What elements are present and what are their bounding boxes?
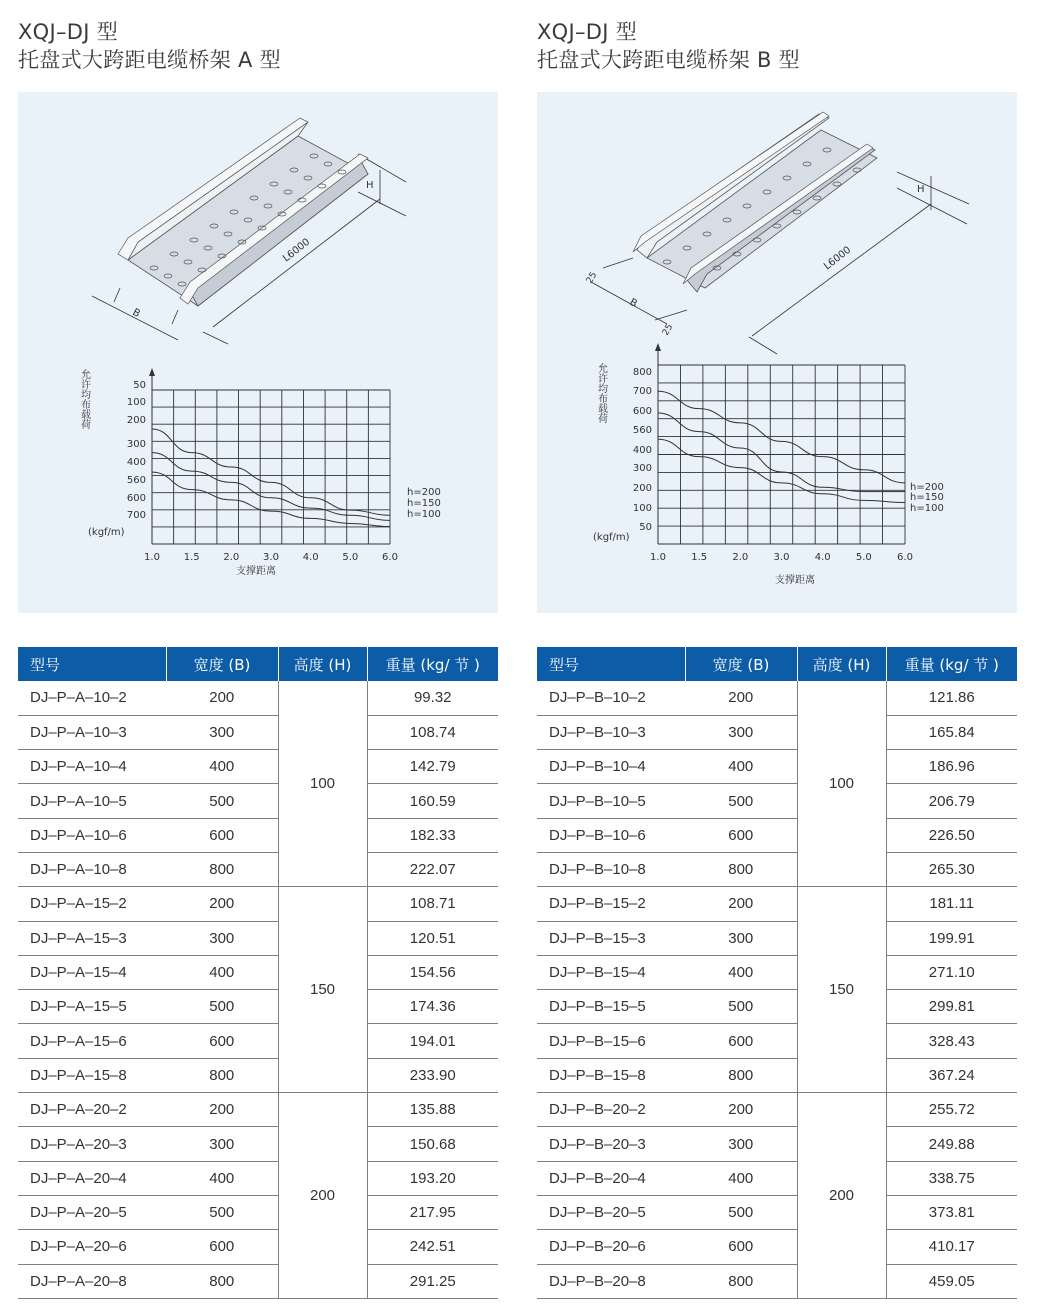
table-row xyxy=(537,1127,1017,1161)
table-header-row xyxy=(537,647,1017,681)
weight-cell: 174.36 xyxy=(367,990,498,1024)
weight-cell: 120.51 xyxy=(367,921,498,955)
y-tick-label: 300 xyxy=(126,439,146,450)
model-cell: DJ–P–A–10–4 xyxy=(18,750,166,784)
table-row xyxy=(537,1093,1017,1127)
width-cell: 600 xyxy=(685,1230,797,1264)
table-row xyxy=(537,990,1017,1024)
series-label: h=200 xyxy=(910,482,944,493)
dim-side-label: 25 xyxy=(660,322,676,338)
model-cell: DJ–P–B–20–8 xyxy=(537,1264,685,1298)
x-axis-label: 支撑距离 xyxy=(236,566,276,577)
y-tick-label: 600 xyxy=(632,406,652,417)
x-tick-label: 6.0 xyxy=(382,552,398,563)
weight-cell: 142.79 xyxy=(367,750,498,784)
width-cell: 800 xyxy=(685,1264,797,1298)
series-label: h=150 xyxy=(407,498,441,509)
panel-title-line1: XQJ–DJ 型 xyxy=(18,20,119,44)
width-cell: 300 xyxy=(685,1127,797,1161)
weight-cell: 410.17 xyxy=(886,1230,1017,1264)
model-cell: DJ–P–B–15–8 xyxy=(537,1058,685,1092)
series-label: h=100 xyxy=(910,503,944,514)
weight-cell: 108.71 xyxy=(367,887,498,921)
weight-cell: 121.86 xyxy=(886,681,1017,715)
x-tick-label: 4.0 xyxy=(814,552,831,563)
width-cell: 400 xyxy=(166,1161,278,1195)
model-cell: DJ–P–B–10–4 xyxy=(537,750,685,784)
model-cell: DJ–P–A–15–2 xyxy=(18,887,166,921)
table-row xyxy=(18,1127,498,1161)
model-cell: DJ–P–B–20–2 xyxy=(537,1093,685,1127)
panel-title-line2: 托盘式大跨距电缆桥架 B 型 xyxy=(537,48,800,72)
y-tick-label: 560 xyxy=(632,425,652,436)
y-tick-label: 600 xyxy=(126,493,146,504)
width-cell: 800 xyxy=(166,852,278,886)
width-cell: 600 xyxy=(685,818,797,852)
height-cell: 150 xyxy=(278,887,367,1093)
model-cell: DJ–P–B–20–6 xyxy=(537,1230,685,1264)
table-row xyxy=(18,955,498,989)
weight-cell: 99.32 xyxy=(367,681,498,715)
series-label: h=200 xyxy=(407,487,441,498)
col-header-model: 型号 xyxy=(537,647,685,681)
y-tick-label: 100 xyxy=(126,397,146,408)
y-tick-label: 800 xyxy=(632,367,652,378)
width-cell: 300 xyxy=(685,715,797,749)
model-cell: DJ–P–A–20–6 xyxy=(18,1230,166,1264)
model-cell: DJ–P–A–15–6 xyxy=(18,1024,166,1058)
x-tick-label: 5.0 xyxy=(342,552,359,563)
figure-box xyxy=(537,92,1017,613)
table-row xyxy=(537,715,1017,749)
table-row xyxy=(537,887,1017,921)
width-cell: 300 xyxy=(166,921,278,955)
weight-cell: 181.11 xyxy=(886,887,1017,921)
model-cell: DJ–P–A–15–8 xyxy=(18,1058,166,1092)
table-row xyxy=(537,681,1017,715)
width-cell: 500 xyxy=(685,784,797,818)
width-cell: 800 xyxy=(685,1058,797,1092)
load-chart xyxy=(593,343,944,586)
weight-cell: 135.88 xyxy=(367,1093,498,1127)
weight-cell: 150.68 xyxy=(367,1127,498,1161)
model-cell: DJ–P–B–20–3 xyxy=(537,1127,685,1161)
weight-cell: 194.01 xyxy=(367,1024,498,1058)
spec-table xyxy=(537,647,1017,1299)
dim-h-label: H xyxy=(366,180,374,191)
model-cell: DJ–P–A–10–8 xyxy=(18,852,166,886)
model-cell: DJ–P–A–15–3 xyxy=(18,921,166,955)
y-tick-label: 200 xyxy=(632,483,652,494)
col-header-width: 宽度 (B) xyxy=(685,647,797,681)
table-row xyxy=(537,750,1017,784)
width-cell: 200 xyxy=(685,681,797,715)
x-tick-label: 5.0 xyxy=(855,552,872,563)
series-label: h=150 xyxy=(910,492,944,503)
table-header-row xyxy=(18,647,498,681)
model-cell: DJ–P–A–10–5 xyxy=(18,784,166,818)
model-cell: DJ–P–B–10–5 xyxy=(537,784,685,818)
y-tick-label: 200 xyxy=(126,415,146,426)
weight-cell: 265.30 xyxy=(886,852,1017,886)
width-cell: 200 xyxy=(166,1093,278,1127)
table-row xyxy=(18,681,498,715)
model-cell: DJ–P–B–10–2 xyxy=(537,681,685,715)
width-cell: 800 xyxy=(166,1264,278,1298)
model-cell: DJ–P–A–20–2 xyxy=(18,1093,166,1127)
table-row xyxy=(537,921,1017,955)
weight-cell: 367.24 xyxy=(886,1058,1017,1092)
series-label: h=100 xyxy=(407,509,441,520)
table-row xyxy=(537,1195,1017,1229)
weight-cell: 328.43 xyxy=(886,1024,1017,1058)
table-row xyxy=(18,818,498,852)
spec-table xyxy=(18,647,498,1299)
x-tick-label: 1.0 xyxy=(144,552,160,563)
width-cell: 400 xyxy=(685,1161,797,1195)
model-cell: DJ–P–A–20–5 xyxy=(18,1195,166,1229)
width-cell: 500 xyxy=(685,1195,797,1229)
width-cell: 500 xyxy=(166,990,278,1024)
x-tick-label: 1.5 xyxy=(183,552,200,563)
col-header-weight: 重量 (kg/ 节 ) xyxy=(367,647,498,681)
width-cell: 500 xyxy=(166,784,278,818)
model-cell: DJ–P–A–15–4 xyxy=(18,955,166,989)
table-row xyxy=(18,852,498,886)
model-cell: DJ–P–B–20–5 xyxy=(537,1195,685,1229)
width-cell: 300 xyxy=(685,921,797,955)
dim-b-label: B xyxy=(627,296,639,310)
y-tick-label: 560 xyxy=(126,475,146,486)
weight-cell: 459.05 xyxy=(886,1264,1017,1298)
width-cell: 600 xyxy=(166,1024,278,1058)
x-tick-label: 2.0 xyxy=(223,552,240,563)
dim-length-label: L6000 xyxy=(281,236,313,265)
table-row xyxy=(18,887,498,921)
table-row xyxy=(537,1161,1017,1195)
weight-cell: 249.88 xyxy=(886,1127,1017,1161)
y-tick-label: 50 xyxy=(639,522,652,533)
weight-cell: 199.91 xyxy=(886,921,1017,955)
table-row xyxy=(18,1264,498,1298)
model-cell: DJ–P–B–15–2 xyxy=(537,887,685,921)
width-cell: 400 xyxy=(685,750,797,784)
width-cell: 200 xyxy=(166,681,278,715)
table-row xyxy=(18,1230,498,1264)
model-cell: DJ–P–B–10–8 xyxy=(537,852,685,886)
panel-title-line1: XQJ–DJ 型 xyxy=(537,20,638,44)
model-cell: DJ–P–A–20–4 xyxy=(18,1161,166,1195)
width-cell: 600 xyxy=(166,818,278,852)
series-line xyxy=(658,413,905,492)
table-row xyxy=(537,1058,1017,1092)
col-header-height: 高度 (H) xyxy=(278,647,367,681)
weight-cell: 373.81 xyxy=(886,1195,1017,1229)
x-tick-label: 3.0 xyxy=(263,552,279,563)
y-axis-arrow xyxy=(149,368,155,376)
width-cell: 400 xyxy=(166,750,278,784)
model-cell: DJ–P–A–15–5 xyxy=(18,990,166,1024)
table-row xyxy=(18,1093,498,1127)
weight-cell: 217.95 xyxy=(367,1195,498,1229)
weight-cell: 182.33 xyxy=(367,818,498,852)
weight-cell: 299.81 xyxy=(886,990,1017,1024)
col-header-width: 宽度 (B) xyxy=(166,647,278,681)
weight-cell: 233.90 xyxy=(367,1058,498,1092)
model-cell: DJ–P–A–10–6 xyxy=(18,818,166,852)
weight-cell: 160.59 xyxy=(367,784,498,818)
tray-drawing xyxy=(585,112,969,354)
table-row xyxy=(18,1058,498,1092)
y-axis-arrow xyxy=(655,343,661,351)
height-cell: 150 xyxy=(797,887,886,1093)
table-row xyxy=(18,1161,498,1195)
y-tick-label: 700 xyxy=(126,510,146,521)
width-cell: 400 xyxy=(166,955,278,989)
table-row xyxy=(537,1024,1017,1058)
table-row xyxy=(18,1195,498,1229)
table-row xyxy=(537,1264,1017,1298)
tray-drawing xyxy=(92,118,406,344)
table-row xyxy=(537,955,1017,989)
table-row xyxy=(18,784,498,818)
table-row xyxy=(18,750,498,784)
panel-title-line2: 托盘式大跨距电缆桥架 A 型 xyxy=(18,48,281,72)
dim-b-label: B xyxy=(130,306,142,320)
model-cell: DJ–P–B–10–6 xyxy=(537,818,685,852)
model-cell: DJ–P–B–15–3 xyxy=(537,921,685,955)
width-cell: 500 xyxy=(685,990,797,1024)
x-tick-label: 1.5 xyxy=(691,552,708,563)
col-header-height: 高度 (H) xyxy=(797,647,886,681)
model-cell: DJ–P–A–20–8 xyxy=(18,1264,166,1298)
height-cell: 200 xyxy=(278,1093,367,1299)
y-axis-label: 允许均布载荷 xyxy=(595,363,607,423)
model-cell: DJ–P–A–20–3 xyxy=(18,1127,166,1161)
dim-h-label: H xyxy=(917,184,925,195)
weight-cell: 165.84 xyxy=(886,715,1017,749)
x-tick-label: 1.0 xyxy=(650,552,666,563)
x-tick-label: 2.0 xyxy=(732,552,749,563)
y-axis-label: 允许均布载荷 xyxy=(78,369,90,429)
series-line xyxy=(152,429,390,515)
col-header-model: 型号 xyxy=(18,647,166,681)
width-cell: 200 xyxy=(685,1093,797,1127)
width-cell: 800 xyxy=(685,852,797,886)
model-cell: DJ–P–B–20–4 xyxy=(537,1161,685,1195)
model-cell: DJ–P–B–15–5 xyxy=(537,990,685,1024)
weight-cell: 242.51 xyxy=(367,1230,498,1264)
width-cell: 200 xyxy=(685,887,797,921)
dim-side-label: 25 xyxy=(584,270,600,286)
table-row xyxy=(18,921,498,955)
figure-svg xyxy=(537,92,1017,613)
col-header-weight: 重量 (kg/ 节 ) xyxy=(886,647,1017,681)
x-tick-label: 4.0 xyxy=(302,552,319,563)
x-axis-label: 支撑距离 xyxy=(775,575,815,586)
weight-cell: 206.79 xyxy=(886,784,1017,818)
weight-cell: 108.74 xyxy=(367,715,498,749)
model-cell: DJ–P–B–15–4 xyxy=(537,955,685,989)
model-cell: DJ–P–B–15–6 xyxy=(537,1024,685,1058)
height-cell: 100 xyxy=(797,681,886,887)
y-tick-label: 400 xyxy=(126,457,146,468)
height-cell: 200 xyxy=(797,1093,886,1299)
weight-cell: 193.20 xyxy=(367,1161,498,1195)
width-cell: 400 xyxy=(685,955,797,989)
y-tick-label: 50 xyxy=(133,380,146,391)
table-row xyxy=(18,715,498,749)
model-cell: DJ–P–A–10–2 xyxy=(18,681,166,715)
width-cell: 800 xyxy=(166,1058,278,1092)
table-row xyxy=(537,818,1017,852)
figure-svg xyxy=(18,92,498,613)
dim-length-label: L6000 xyxy=(822,244,854,273)
x-tick-label: 6.0 xyxy=(897,552,913,563)
model-cell: DJ–P–B–10–3 xyxy=(537,715,685,749)
load-chart xyxy=(79,368,441,577)
weight-cell: 271.10 xyxy=(886,955,1017,989)
weight-cell: 338.75 xyxy=(886,1161,1017,1195)
width-cell: 500 xyxy=(166,1195,278,1229)
y-tick-label: 100 xyxy=(632,503,652,514)
series-line xyxy=(658,439,905,502)
weight-cell: 291.25 xyxy=(367,1264,498,1298)
x-tick-label: 3.0 xyxy=(773,552,790,563)
weight-cell: 186.96 xyxy=(886,750,1017,784)
width-cell: 600 xyxy=(685,1024,797,1058)
y-tick-label: 300 xyxy=(632,463,652,474)
y-tick-label: 400 xyxy=(632,445,652,456)
y-tick-label: 700 xyxy=(632,386,652,397)
table-row xyxy=(537,852,1017,886)
series-line xyxy=(152,472,390,526)
model-cell: DJ–P–A–10–3 xyxy=(18,715,166,749)
width-cell: 600 xyxy=(166,1230,278,1264)
table-row xyxy=(537,784,1017,818)
width-cell: 300 xyxy=(166,1127,278,1161)
table-row xyxy=(18,1024,498,1058)
y-axis-unit: (kgf/m) xyxy=(88,527,125,538)
width-cell: 200 xyxy=(166,887,278,921)
table-row xyxy=(537,1230,1017,1264)
figure-box xyxy=(18,92,498,613)
weight-cell: 222.07 xyxy=(367,852,498,886)
table-row xyxy=(18,990,498,1024)
weight-cell: 226.50 xyxy=(886,818,1017,852)
weight-cell: 154.56 xyxy=(367,955,498,989)
weight-cell: 255.72 xyxy=(886,1093,1017,1127)
height-cell: 100 xyxy=(278,681,367,887)
y-axis-unit: (kgf/m) xyxy=(593,532,630,543)
width-cell: 300 xyxy=(166,715,278,749)
